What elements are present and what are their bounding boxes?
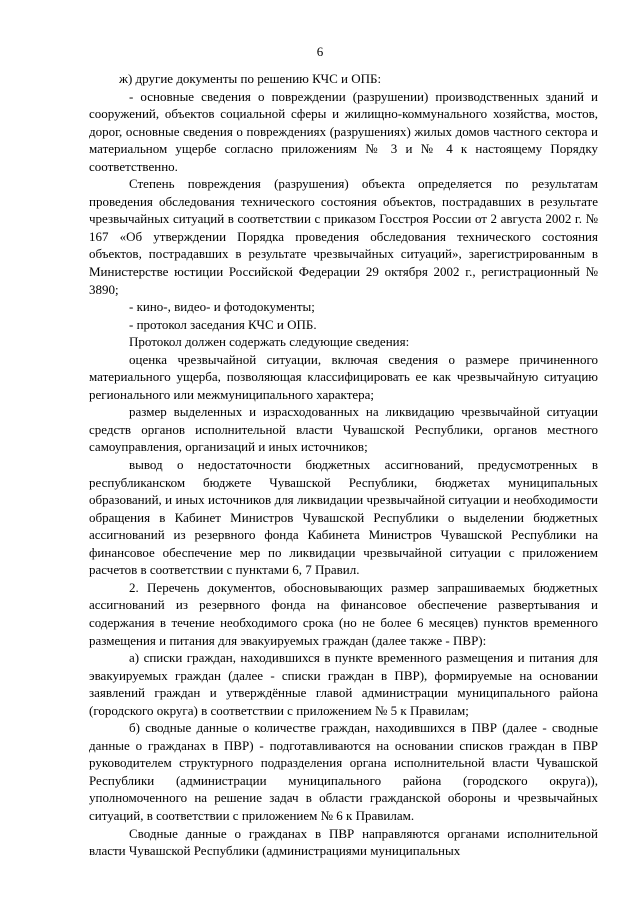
paragraph-emergency-assessment: оценка чрезвычайной ситуации, включая сведения о размере причиненного материального ущерба, позволяющая классифицировать ее как чрезвычайную ситуацию регионального или межмуниципального характера;: [89, 351, 598, 402]
paragraph-basic-damage-info: - основные сведения о повреждении (разрушении) производственных зданий и сооружений, объектов социальной сферы и жилищно-коммунального хозяйства, мостов, дорог, основные сведения о повреждениях (разрушениях) жилых домов частного сектора и материальном ущербе согласно приложениям № 3 и № 4 к настоящему Порядку соответственно.: [89, 88, 598, 174]
paragraph-item-2-document-list: 2. Перечень документов, обосновывающих размер запрашиваемых бюджетных ассигнований из резервного фонда на финансовое обеспечение развертывания и содержания в течение необходимого срока (но не более 6 месяцев) пунктов временного размещения и питания для эвакуируемых граждан (далее также - ПВР):: [89, 579, 598, 648]
paragraph-item-a-citizen-lists: а) списки граждан, находившихся в пункте временного размещения и питания для эвакуируемых граждан (далее - списки граждан в ПВР), формируемые на основании заявлений граждан и утверждённые главой администрации муниципального района (городского округа) в соответствии с приложением № 5 к Правилам;: [89, 650, 598, 718]
paragraph-media-documents: - кино-, видео- и фотодокументы;: [129, 299, 315, 315]
paragraph-damage-degree: Степень повреждения (разрушения) объекта определяется по результатам проведения обследования технического состояния объектов, пострадавших в результате чрезвычайных ситуаций в соответствии с приказом Госстроя России от 2 августа 2002 г. № 167 «Об утверждении Порядка проведения обследования технического состояния объектов, пострадавших в результате чрезвычайных ситуаций», зарегистрированным в Министерстве юстиции Российской Федерации 29 октября 2002 г., регистрационный № 3890;: [89, 176, 598, 297]
page-number: 6: [316, 44, 324, 59]
paragraph-meeting-protocol: - протокол заседания КЧС и ОПБ.: [129, 316, 317, 332]
document-body: [89, 70, 598, 860]
paragraph-other-documents: ж) другие документы по решению КЧС и ОПБ:: [119, 71, 382, 86]
paragraph-item-b-summary-data: б) сводные данные о количестве граждан, находившихся в ПВР (далее - сводные данные о гражданах в ПВР) - подготавливаются на основании списков граждан в ПВР руководителем структурного подразделения органа исполнительной власти Чувашской Республики (администрации муниципального района (городского округа)), уполномоченного на решение задач в области гражданской обороны и чрезвычайных ситуаций, в соответствии с приложением № 6 к Правилам.: [89, 720, 598, 823]
paragraph-insufficiency-conclusion: вывод о недостаточности бюджетных ассигнований, предусмотренных в республиканском бюджете Чувашской Республики, бюджетах муниципальных образований, и иных источников для ликвидации чрезвычайной ситуации и необходимости обращения в Кабинет Министров Чувашской Республики о выделении бюджетных ассигнований из резервного фонда Кабинета Министров Чувашской Республики на финансовое обеспечение мер по ликвидации чрезвычайной ситуации с приложением расчетов в соответствии с пунктами 6, 7 Правил.: [89, 457, 598, 578]
paragraph-allocated-funds: размер выделенных и израсходованных на ликвидацию чрезвычайной ситуации средств органов исполнительной власти Чувашской Республики, органов местного самоуправления, организаций и иных источников;: [89, 404, 598, 455]
paragraph-protocol-contents: Протокол должен содержать следующие сведения:: [129, 334, 410, 350]
paragraph-summary-data-submission: Сводные данные о гражданах в ПВР направляются органами исполнительной власти Чувашской Республики (администрациями муниципальных: [89, 825, 598, 859]
